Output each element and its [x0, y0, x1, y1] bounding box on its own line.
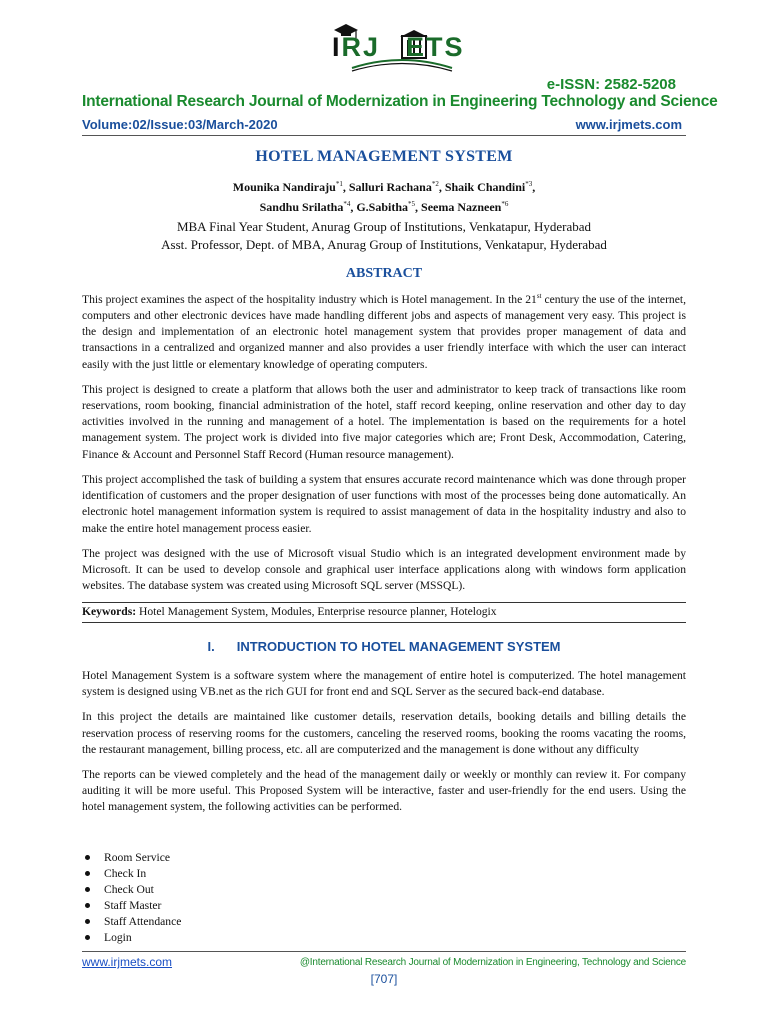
journal-logo — [332, 22, 472, 72]
footer-divider — [82, 951, 686, 952]
list-item — [84, 866, 181, 882]
eissn: e-ISSN: 2582-5208 — [546, 76, 676, 93]
journal-title: International Research Journal of Modernization in Engineering Technology and Science — [82, 93, 718, 110]
author-sup: *4 — [343, 200, 351, 208]
abstract-p1-text-cont: century the use of the internet, computers and other electronic devices have made handling different jobs and aspects of management very easy. This project is the design and implementation of an electronic hotel management system that provides proper management of data and transactions in a centralized and organized manner and also provides a user friendly interface with which the user can interact easily with the just little or elementary knowledge of operating computers. — [82, 292, 686, 371]
intro-paragraph-3: The reports can be viewed completely and the head of the management daily or weekly or monthly can review it. For company auditing it will be more useful. This Proposed System will be interactive, faster and user-friendly for the end users. Using the hotel management system, the following activities can be performed. — [82, 768, 686, 814]
introduction-body — [82, 668, 686, 825]
author-name: Mounika Nandiraju — [232, 180, 336, 194]
header-divider — [82, 135, 686, 136]
bullet-icon — [85, 871, 90, 876]
activity-list — [84, 850, 181, 945]
bullet-icon — [85, 903, 90, 908]
affiliations — [0, 218, 768, 254]
author-sup: *5 — [408, 200, 416, 208]
logo-wordmark — [332, 32, 465, 63]
page-number: [707] — [370, 972, 398, 986]
abstract-paragraph-4: The project was designed with the use of Microsoft visual Studio which is an integrated development environment made by Microsoft. It can be used to develop console and graphical user interface applications along with windows form application websites. The database system was created using Microsoft SQL server (MSSQL). — [82, 546, 686, 593]
author-sup: *3 — [525, 180, 533, 188]
bullet-icon — [85, 887, 90, 892]
author-line-2: Sandhu Srilatha$^{*4}$, G.Sabitha$^{*5}$, Seema Nazneen$^{*6}$ — [259, 200, 509, 214]
bullet-icon — [85, 855, 90, 860]
abstract-paragraph-3: This project accomplished the task of building a system that ensures accurate record maintenance which was done through proper identification of customers and the proper designation of user functions with most of the processes being done automatically. An electronic hotel management information system is required to assist management of data in the hospitality industry and also to make the entire hotel management process easier. — [82, 472, 686, 535]
affiliation-2: Asst. Professor, Dept. of MBA, Anurag Group of Institutions, Venkatapur, Hyderabad — [161, 237, 607, 252]
keywords-label: Keywords: — [82, 605, 137, 618]
author-list — [0, 176, 768, 216]
list-item — [84, 850, 181, 866]
abstract-paragraph-2: This project is designed to create a platform that allows both the user and administrator to keep track of transactions like room reservations, room booking, financial administration of the hotel, staff record keeping, online reservation and other day to day activities involved in the running and management of a hotel. The implementation is based on the requirements for a hotel management system. The project work is divided into five major categories which are; Front Desk, Accommodation, Catering, Finance & Account and Personnel Staff Record (Human resource management). — [82, 382, 686, 461]
header-website-link[interactable]: www.irjmets.com — [575, 117, 682, 132]
keywords-divider-top — [82, 602, 686, 603]
list-item — [84, 882, 181, 898]
bullet-icon — [85, 935, 90, 940]
abstract-body — [82, 288, 686, 603]
keywords-text: Hotel Management System, Modules, Enterprise resource planner, Hotelogix — [136, 605, 497, 618]
logo-letter-i: I — [332, 32, 342, 62]
intro-paragraph-2: In this project the details are maintained like customer details, reservation details, booking details and billing details the reservation process of reserving rooms for the customers, canceling the reserved rooms, booking the rooms vacating the rooms, the restaurant management, billing process, etc. all are computerized and the management is done without any difficulty — [82, 710, 686, 756]
list-item — [84, 914, 181, 930]
author-name: Salluri Rachana — [348, 180, 432, 194]
author-sup: *1 — [335, 180, 343, 188]
abstract-paragraph-1 — [82, 288, 686, 373]
abstract-p1-sup: st — [536, 292, 542, 300]
author-sup: *2 — [431, 180, 439, 188]
list-item — [84, 898, 181, 914]
volume-issue: Volume:02/Issue:03/March-2020 — [82, 117, 278, 132]
author-name: Sandhu Srilatha — [259, 200, 344, 214]
logo-letters-ets: ETS — [406, 32, 465, 62]
author-name: Seema Nazneen — [421, 200, 502, 214]
keywords-divider-bottom — [82, 622, 686, 623]
logo-letters-rj: RJ — [341, 32, 381, 62]
footer-website-link[interactable]: www.irjmets.com — [82, 955, 173, 969]
list-item-text: Staff Master — [104, 898, 162, 912]
author-sup: *6 — [501, 200, 509, 208]
footer-journal-name: @International Research Journal of Modernization in Engineering, Technology and Science — [299, 957, 686, 968]
affiliation-1: MBA Final Year Student, Anurag Group of Institutions, Venkatapur, Hyderabad — [176, 219, 592, 234]
paper-title: HOTEL MANAGEMENT SYSTEM — [255, 148, 513, 165]
list-item-text: Check Out — [104, 882, 154, 896]
section-number: I. — [207, 639, 215, 654]
list-item — [84, 930, 181, 946]
abstract-p1-text: This project examines the aspect of the hospitality industry which is Hotel management. In the 21 — [82, 292, 537, 306]
keywords — [82, 604, 686, 620]
list-item-text: Staff Attendance — [104, 914, 182, 928]
bullet-icon — [85, 919, 90, 924]
list-item-text: Room Service — [104, 851, 171, 864]
list-item-text: Check In — [104, 866, 147, 880]
intro-paragraph-1: Hotel Management System is a software system where the management of entire hotel is computerized. The hotel management system is designed using VB.net as the rich GUI for front end and SQL Server as the secured back-end database. — [82, 669, 686, 699]
author-name: G.Sabitha — [356, 200, 409, 214]
abstract-heading: ABSTRACT — [345, 266, 423, 281]
list-item-text: Login — [104, 930, 132, 944]
author-line-1: Mounika Nandiraju$^{*1}$, Salluri Rachana$^{*2}$, Shaik Chandini$^{*3}$, — [232, 180, 536, 194]
section-heading-introduction — [82, 639, 686, 654]
author-name: Shaik Chandini — [444, 180, 526, 194]
section-title: INTRODUCTION TO HOTEL MANAGEMENT SYSTEM — [236, 639, 561, 654]
